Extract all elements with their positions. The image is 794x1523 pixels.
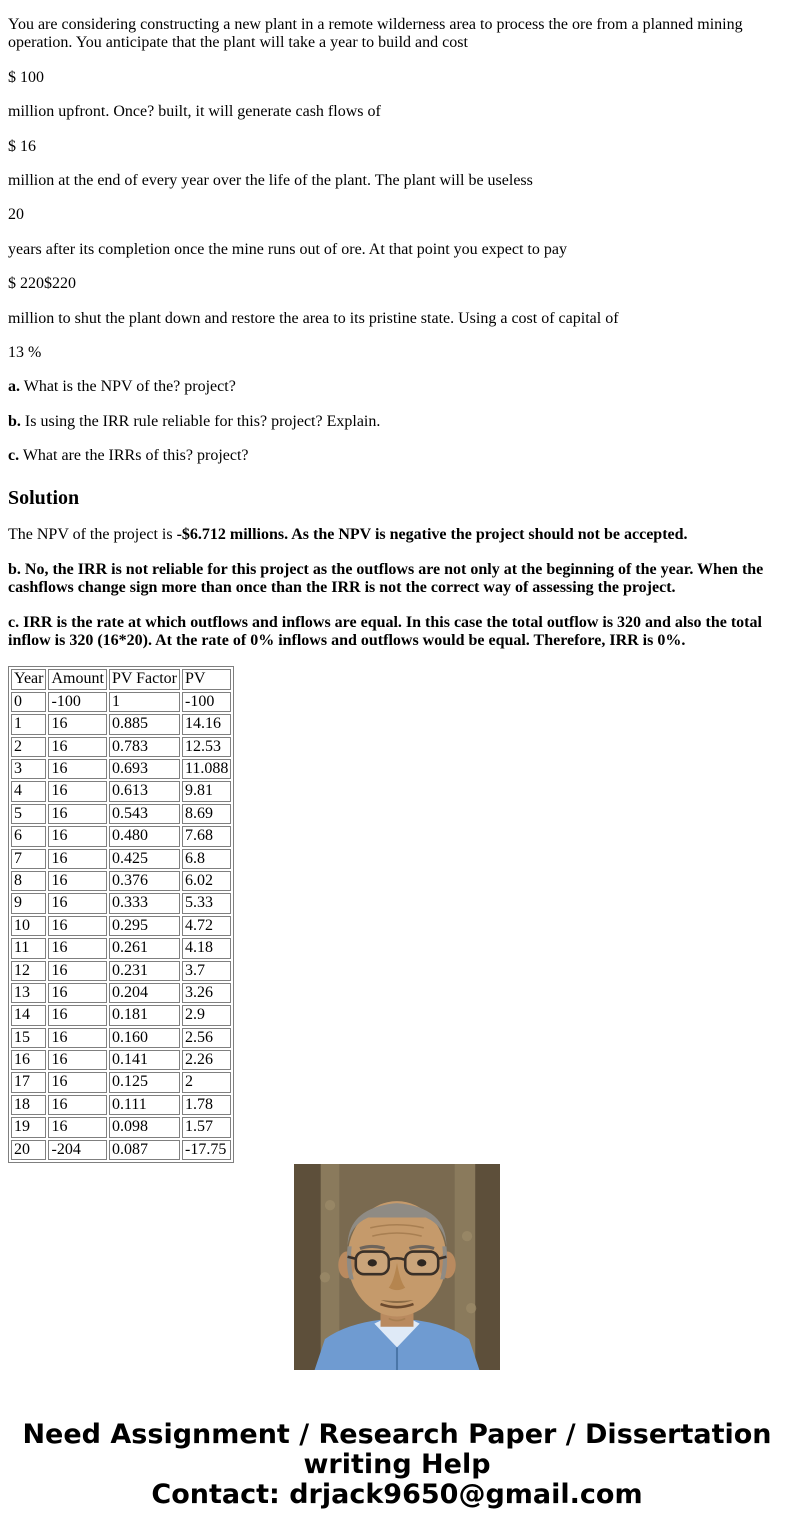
table-cell: 16	[48, 759, 106, 779]
table-cell: 0.333	[109, 893, 180, 913]
table-cell: 16	[48, 1072, 106, 1092]
table-row	[11, 849, 231, 869]
table-cell: 0.783	[109, 737, 180, 757]
table-cell: 1.57	[182, 1117, 231, 1137]
solution-a-paragraph	[8, 526, 786, 544]
table-cell: 0.160	[109, 1028, 180, 1048]
table-cell: 13	[11, 983, 46, 1003]
table-cell: 12	[11, 961, 46, 981]
table-cell: -100	[48, 692, 106, 712]
table-row	[11, 1050, 231, 1070]
question-a	[8, 378, 786, 396]
table-row	[11, 871, 231, 891]
table-cell: 6.8	[182, 849, 231, 869]
table-row	[11, 983, 231, 1003]
table-cell: 16	[48, 804, 106, 824]
question-b-label: b.	[8, 412, 21, 430]
table-cell: 2.56	[182, 1028, 231, 1048]
pv-table-header-row	[11, 669, 231, 689]
table-row	[11, 1072, 231, 1092]
table-cell: 1	[109, 692, 180, 712]
table-cell: 5	[11, 804, 46, 824]
table-cell: 14	[11, 1005, 46, 1025]
table-cell: 3.26	[182, 983, 231, 1003]
table-cell: 16	[11, 1050, 46, 1070]
table-row	[11, 804, 231, 824]
table-cell: 6	[11, 826, 46, 846]
table-cell: 0.111	[109, 1095, 180, 1115]
table-cell: 0.425	[109, 849, 180, 869]
intro-paragraph: You are considering constructing a new plant in a remote wilderness area to process the ore from a planned mining operation. You anticipate that the plant will take a year to build and cost	[8, 16, 743, 52]
table-cell: 20	[11, 1140, 46, 1160]
table-cell: 9.81	[182, 781, 231, 801]
table-cell: 0.885	[109, 714, 180, 734]
solution-c-paragraph: c. IRR is the rate at which outflows and inflows are equal. In this case the total outflow is 320 and also the total inflow is 320 (16*20). At the rate of 0% inflows and outflows would be equal. Therefore, IRR is 0%.	[8, 613, 762, 650]
table-cell: 2.9	[182, 1005, 231, 1025]
question-b	[8, 413, 786, 431]
table-row	[11, 938, 231, 958]
table-cell: 3	[11, 759, 46, 779]
table-cell: 11	[11, 938, 46, 958]
table-cell: 19	[11, 1117, 46, 1137]
cost-of-capital-value: 13 %	[8, 343, 42, 361]
table-cell: 16	[48, 893, 106, 913]
table-cell: 0.125	[109, 1072, 180, 1092]
table-cell: 0.181	[109, 1005, 180, 1025]
years-text: years after its completion once the mine runs out of ore. At that point you expect to pay	[8, 240, 567, 258]
table-row	[11, 1005, 231, 1025]
footer-help-text: Need Assignment / Research Paper / Dissertation writing Help	[22, 1419, 772, 1481]
cashflow-text: million at the end of every year over the life of the plant. The plant will be useless	[8, 171, 533, 189]
table-cell: 2.26	[182, 1050, 231, 1070]
question-a-text: What is the NPV of the? project?	[20, 378, 236, 396]
table-row	[11, 692, 231, 712]
table-cell: 0	[11, 692, 46, 712]
table-cell: 17	[11, 1072, 46, 1092]
table-cell: 7.68	[182, 826, 231, 846]
table-cell: 7	[11, 849, 46, 869]
question-c	[8, 447, 786, 465]
table-cell: -17.75	[182, 1140, 231, 1160]
table-row	[11, 826, 231, 846]
table-cell: 0.261	[109, 938, 180, 958]
table-cell: 8	[11, 871, 46, 891]
table-cell: 12.53	[182, 737, 231, 757]
table-cell: 0.141	[109, 1050, 180, 1070]
table-row	[11, 1028, 231, 1048]
tutor-avatar	[294, 1164, 500, 1370]
table-cell: 0.693	[109, 759, 180, 779]
solution-a-conclusion: -$6.712 millions. As the NPV is negative the project should not be accepted.	[176, 526, 688, 544]
table-cell: 16	[48, 961, 106, 981]
table-cell: 2	[182, 1072, 231, 1092]
table-cell: 0.295	[109, 916, 180, 936]
table-cell: 16	[48, 849, 106, 869]
pv-table-header-cell: Amount	[48, 669, 106, 689]
table-cell: 1.78	[182, 1095, 231, 1115]
upfront-cost-value: $ 100	[8, 68, 44, 86]
table-cell: 16	[48, 1050, 106, 1070]
cashflow-value: $ 16	[8, 137, 36, 155]
table-cell: 11.088	[182, 759, 231, 779]
table-cell: 0.087	[109, 1140, 180, 1160]
table-row	[11, 737, 231, 757]
table-cell: 9	[11, 893, 46, 913]
pv-table-header-cell: PV Factor	[109, 669, 180, 689]
table-cell: 16	[48, 737, 106, 757]
table-cell: 0.098	[109, 1117, 180, 1137]
table-row	[11, 1117, 231, 1137]
pv-table	[8, 666, 234, 1163]
shutdown-cost-value: $ 220$220	[8, 275, 76, 293]
table-cell: 4	[11, 781, 46, 801]
table-cell: 16	[48, 714, 106, 734]
tutor-portrait-illustration	[294, 1164, 500, 1370]
table-row	[11, 759, 231, 779]
table-cell: -100	[182, 692, 231, 712]
table-cell: 16	[48, 1095, 106, 1115]
table-row	[11, 893, 231, 913]
table-cell: 16	[48, 781, 106, 801]
table-cell: 15	[11, 1028, 46, 1048]
solution-a-prefix: The NPV of the project is	[8, 526, 177, 544]
table-row	[11, 1095, 231, 1115]
shutdown-text: million to shut the plant down and restore the area to its pristine state. Using a cost of capital of	[8, 309, 619, 327]
table-cell: 2	[11, 737, 46, 757]
solution-b-paragraph: b. No, the IRR is not reliable for this project as the outflows are not only at the beginning of the year. When the cashflows change sign more than once than the IRR is not the correct way of assessing the project.	[8, 560, 764, 597]
table-cell: 16	[48, 1117, 106, 1137]
table-cell: 16	[48, 826, 106, 846]
years-value: 20	[8, 206, 24, 224]
table-cell: 3.7	[182, 961, 231, 981]
table-cell: 16	[48, 1028, 106, 1048]
question-c-label: c.	[8, 447, 20, 465]
table-cell: 18	[11, 1095, 46, 1115]
table-cell: 0.231	[109, 961, 180, 981]
table-cell: 16	[48, 938, 106, 958]
table-cell: 4.72	[182, 916, 231, 936]
pv-table-header-cell: PV	[182, 669, 231, 689]
upfront-text: million upfront. Once? built, it will generate cash flows of	[8, 103, 381, 121]
pv-table-body	[11, 692, 231, 1160]
table-cell: 5.33	[182, 893, 231, 913]
table-cell: 0.204	[109, 983, 180, 1003]
table-cell: 16	[48, 983, 106, 1003]
table-cell: 10	[11, 916, 46, 936]
table-cell: 4.18	[182, 938, 231, 958]
table-cell: -204	[48, 1140, 106, 1160]
table-cell: 6.02	[182, 871, 231, 891]
table-cell: 0.376	[109, 871, 180, 891]
table-cell: 16	[48, 871, 106, 891]
table-row	[11, 714, 231, 734]
table-row	[11, 916, 231, 936]
table-cell: 16	[48, 916, 106, 936]
table-cell: 0.613	[109, 781, 180, 801]
document-page	[8, 16, 786, 1510]
question-b-text: Is using the IRR rule reliable for this? project? Explain.	[20, 412, 381, 430]
table-row	[11, 1140, 231, 1160]
table-cell: 14.16	[182, 714, 231, 734]
pv-table-header-cell: Year	[11, 669, 46, 689]
table-row	[11, 961, 231, 981]
question-a-label: a.	[8, 378, 20, 396]
table-cell: 0.543	[109, 804, 180, 824]
footer-banner	[8, 1420, 786, 1510]
table-cell: 0.480	[109, 826, 180, 846]
table-cell: 16	[48, 1005, 106, 1025]
table-cell: 1	[11, 714, 46, 734]
pv-table-container	[8, 666, 786, 1158]
footer-contact-email: Contact: drjack9650@gmail.com	[151, 1479, 643, 1511]
question-c-text: What are the IRRs of this? project?	[19, 447, 249, 465]
solution-heading: Solution	[8, 487, 80, 510]
table-row	[11, 781, 231, 801]
table-cell: 8.69	[182, 804, 231, 824]
